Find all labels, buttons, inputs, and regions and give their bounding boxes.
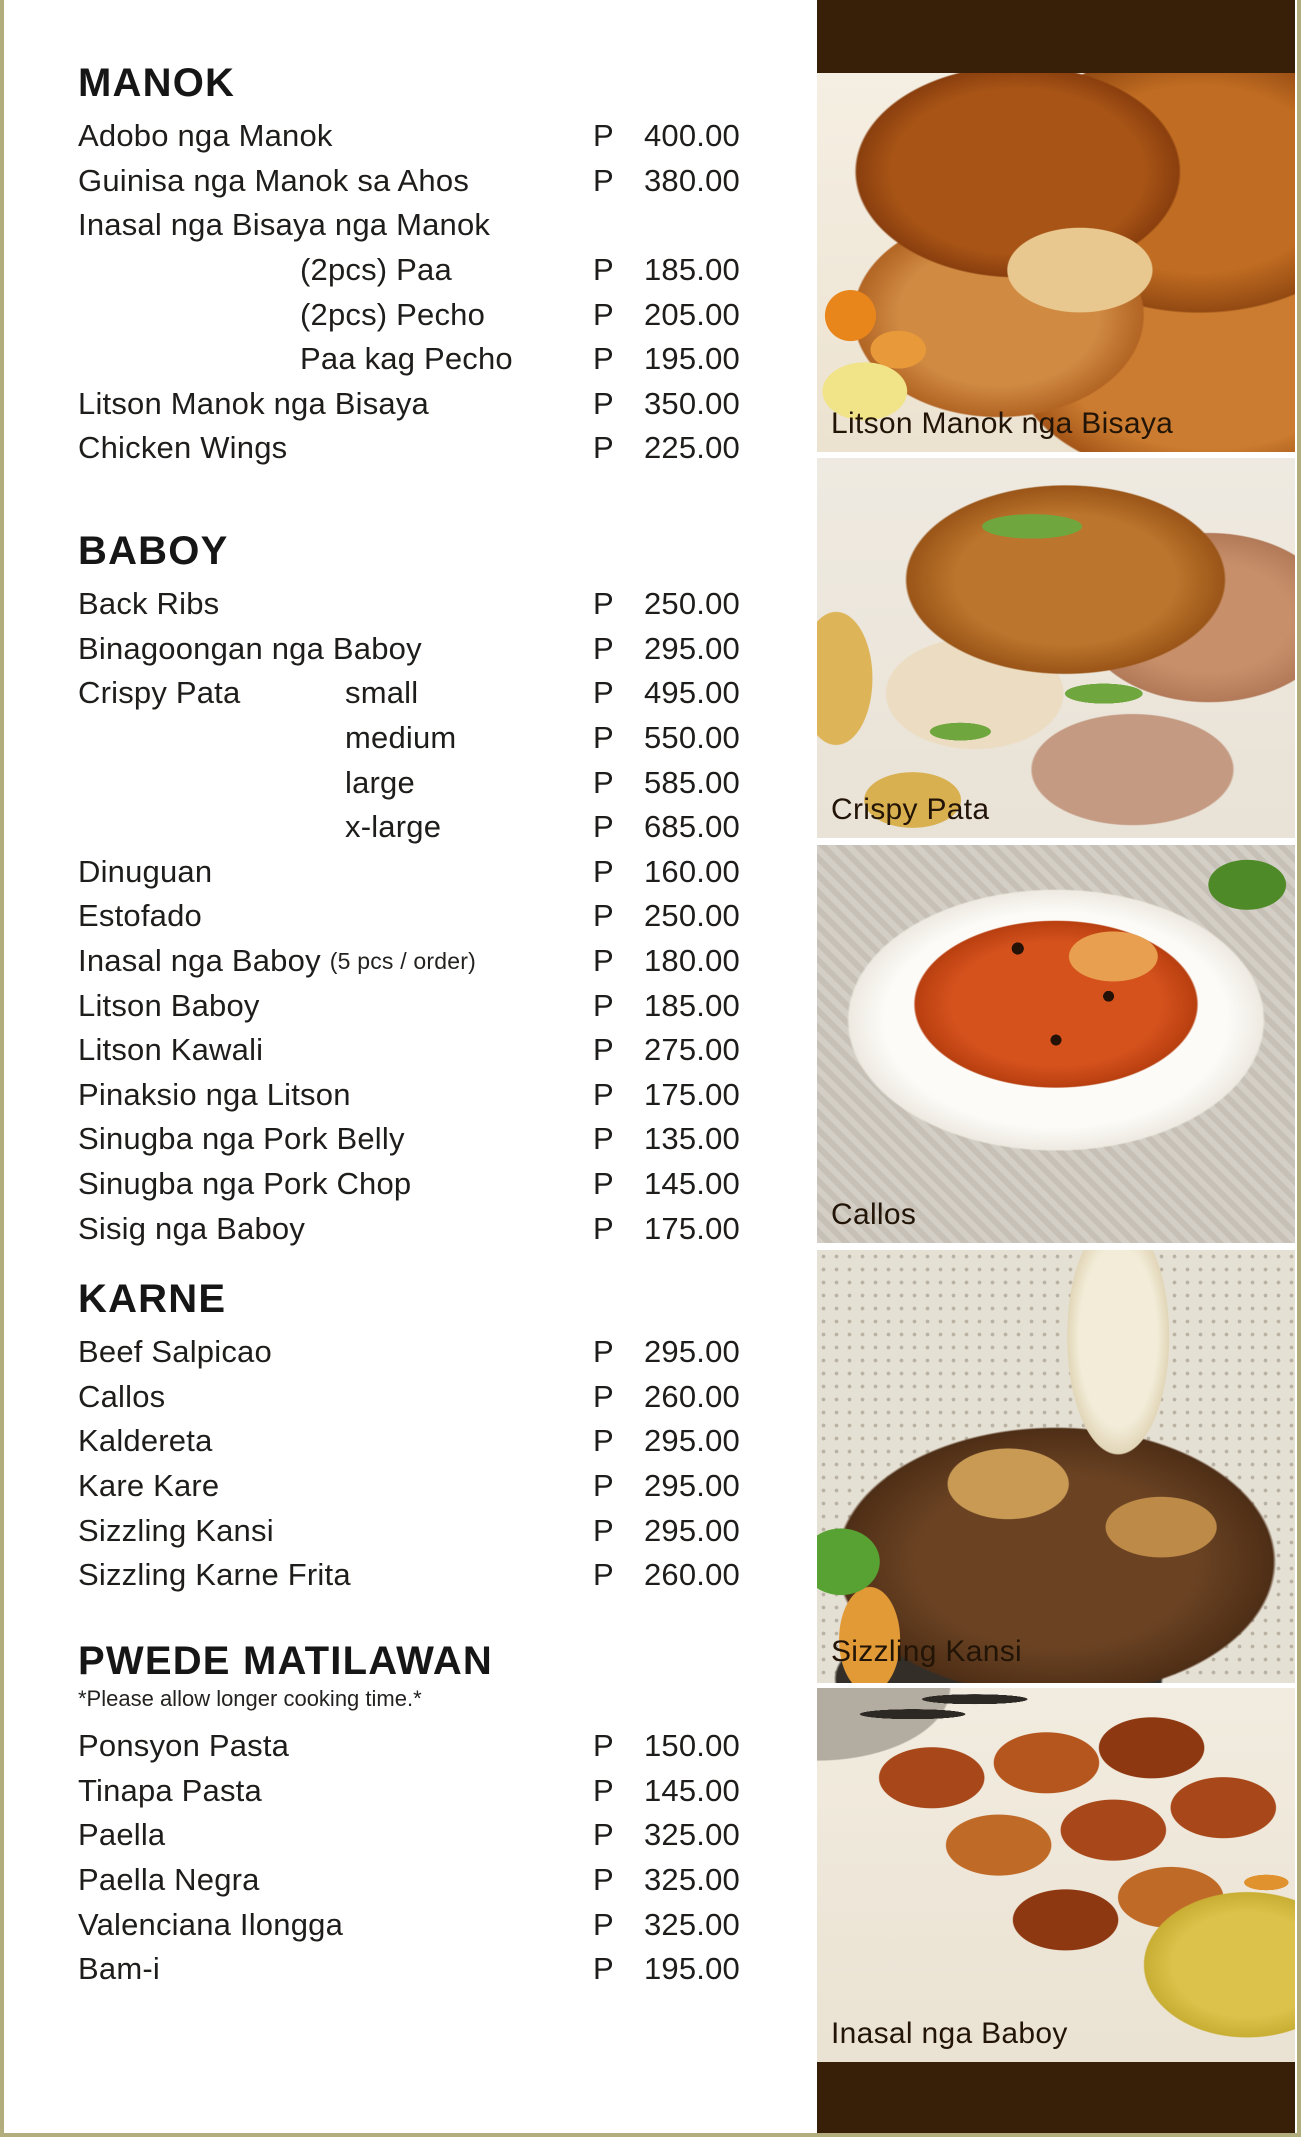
- footer-band: [817, 2062, 1295, 2133]
- currency-symbol: P: [593, 853, 614, 889]
- menu-row: [78, 1419, 740, 1464]
- price-amount: 195.00: [643, 341, 740, 377]
- currency-symbol: P: [593, 809, 614, 845]
- dish-price: [593, 943, 740, 979]
- dish-name: Chicken Wings: [78, 430, 288, 466]
- dish-name: Back Ribs: [78, 586, 220, 622]
- menu-row: [78, 1508, 740, 1553]
- price-amount: 135.00: [643, 1121, 740, 1157]
- price-amount: 495.00: [643, 675, 740, 711]
- price-amount: 400.00: [643, 118, 740, 154]
- section-title: PWEDE MATILAWAN: [78, 1639, 494, 1683]
- dish-name: Sisig nga Baboy: [78, 1210, 306, 1246]
- price-amount: 185.00: [643, 987, 740, 1023]
- dish-price: [593, 1907, 740, 1943]
- currency-symbol: P: [593, 1512, 614, 1548]
- dish-price: [593, 1862, 740, 1898]
- menu-column: [78, 0, 740, 2141]
- currency-symbol: P: [593, 1862, 614, 1898]
- menu-row: [78, 716, 740, 761]
- dish-size: x-large: [345, 809, 442, 845]
- dish-name: Beef Salpicao: [78, 1334, 272, 1370]
- currency-symbol: P: [593, 1906, 614, 1942]
- section-title: BABOY: [78, 529, 229, 573]
- dish-price: [593, 1817, 740, 1853]
- menu-row: [78, 1858, 740, 1903]
- dish-note: (5 pcs / order): [329, 947, 476, 974]
- price-amount: 325.00: [643, 1862, 740, 1898]
- dish-name: Sinugba nga Pork Belly: [78, 1121, 405, 1157]
- dish-price: [593, 1379, 740, 1415]
- callos-photo: [817, 845, 1295, 1243]
- price-amount: 250.00: [643, 586, 740, 622]
- dish-price: [593, 1166, 740, 1202]
- dish-price: [593, 341, 740, 377]
- dish-name: Litson Baboy: [78, 987, 260, 1023]
- dish-price: [593, 1728, 740, 1764]
- currency-symbol: P: [593, 630, 614, 666]
- dish-name: Bam-i: [78, 1951, 160, 1987]
- litson-manok-photo: [817, 73, 1295, 452]
- price-amount: 295.00: [643, 1423, 740, 1459]
- price-amount: 295.00: [643, 630, 740, 666]
- dish-price: [593, 163, 740, 199]
- page-border-right: [1297, 0, 1301, 2137]
- price-amount: 175.00: [643, 1076, 740, 1112]
- menu-row: [78, 292, 740, 337]
- price-amount: 195.00: [643, 1951, 740, 1987]
- dish-price: [593, 1951, 740, 1987]
- price-amount: 260.00: [643, 1378, 740, 1414]
- price-amount: 295.00: [643, 1468, 740, 1504]
- dish-name: Guinisa nga Manok sa Ahos: [78, 162, 470, 198]
- dish-price: [593, 586, 740, 622]
- dish-price: [593, 809, 740, 845]
- currency-symbol: P: [593, 1468, 614, 1504]
- menu-row: [78, 671, 740, 716]
- dish-name: Paella: [78, 1817, 166, 1853]
- price-amount: 145.00: [643, 1166, 740, 1202]
- dish-name: Pinaksio nga Litson: [78, 1076, 351, 1112]
- price-amount: 380.00: [643, 162, 740, 198]
- currency-symbol: P: [593, 430, 614, 466]
- photo-caption: Crispy Pata: [831, 793, 990, 826]
- crispy-pata-photo: [817, 458, 1295, 838]
- menu-section-karne: [78, 1276, 740, 1598]
- dish-price: [593, 988, 740, 1024]
- price-amount: 295.00: [643, 1512, 740, 1548]
- dish-name: Crispy Pata: [78, 675, 241, 711]
- menu-row: [78, 894, 740, 939]
- dish-name: Sizzling Kansi: [78, 1512, 274, 1548]
- menu-row: [78, 1028, 740, 1073]
- dish-name: Paella Negra: [78, 1862, 260, 1898]
- dish-name: Inasal nga Bisaya nga Manok: [78, 207, 491, 243]
- menu-row: [78, 382, 740, 427]
- price-amount: 275.00: [643, 1032, 740, 1068]
- currency-symbol: P: [593, 1817, 614, 1853]
- price-amount: 685.00: [643, 809, 740, 845]
- price-amount: 585.00: [643, 764, 740, 800]
- dish-size: large: [345, 764, 415, 800]
- menu-row: [78, 248, 740, 293]
- dish-price: [593, 1211, 740, 1247]
- dish-price: [593, 386, 740, 422]
- dish-price: [593, 1557, 740, 1593]
- dish-price: [593, 720, 740, 756]
- currency-symbol: P: [593, 118, 614, 154]
- dish-name: Litson Kawali: [78, 1032, 264, 1068]
- menu-row: [78, 760, 740, 805]
- dish-price: [593, 1121, 740, 1157]
- currency-symbol: P: [593, 162, 614, 198]
- header-band: [817, 0, 1295, 73]
- price-amount: 260.00: [643, 1557, 740, 1593]
- dish-size: small: [345, 675, 419, 711]
- dish-price: [593, 1773, 740, 1809]
- dish-price: [593, 854, 740, 890]
- currency-symbol: P: [593, 341, 614, 377]
- dish-price: [593, 1468, 740, 1504]
- currency-symbol: P: [593, 720, 614, 756]
- menu-section-baboy: [78, 528, 740, 1251]
- dish-name: Tinapa Pasta: [78, 1772, 262, 1808]
- menu-row: [78, 114, 740, 159]
- section-title: MANOK: [78, 61, 236, 105]
- menu-row: [78, 805, 740, 850]
- photo-caption: Litson Manok nga Bisaya: [831, 407, 1174, 440]
- currency-symbol: P: [593, 1557, 614, 1593]
- price-amount: 325.00: [643, 1906, 740, 1942]
- dish-price: [593, 118, 740, 154]
- menu-row: [78, 337, 740, 382]
- menu-row: [78, 1330, 740, 1375]
- currency-symbol: P: [593, 296, 614, 332]
- currency-symbol: P: [593, 898, 614, 934]
- price-amount: 325.00: [643, 1817, 740, 1853]
- photo-caption: Inasal nga Baboy: [831, 2017, 1068, 2050]
- page-border-left: [0, 0, 4, 2137]
- dish-price: [593, 631, 740, 667]
- menu-row: [78, 1724, 740, 1769]
- dish-price: [593, 430, 740, 466]
- price-amount: 225.00: [643, 430, 740, 466]
- menu-row: [78, 850, 740, 895]
- dish-price: [593, 297, 740, 333]
- dish-name: Binagoongan nga Baboy: [78, 630, 422, 666]
- menu-row: [78, 1769, 740, 1814]
- section-rows: [78, 1330, 740, 1598]
- photo-caption: Callos: [831, 1198, 917, 1231]
- section-note: *Please allow longer cooking time.*: [78, 1686, 422, 1711]
- currency-symbol: P: [593, 1166, 614, 1202]
- section-rows: [78, 582, 740, 1251]
- menu-row: [78, 1117, 740, 1162]
- currency-symbol: P: [593, 1121, 614, 1157]
- menu-section-pwede-matilawan: [78, 1638, 740, 1992]
- currency-symbol: P: [593, 1076, 614, 1112]
- dish-price: [593, 1334, 740, 1370]
- dish-name: Sinugba nga Pork Chop: [78, 1166, 412, 1202]
- dish-name: Valenciana Ilongga: [78, 1906, 344, 1942]
- price-amount: 185.00: [643, 252, 740, 288]
- currency-symbol: P: [593, 1334, 614, 1370]
- menu-row: [78, 1813, 740, 1858]
- menu-row: [78, 159, 740, 204]
- dish-price: [593, 1032, 740, 1068]
- section-rows: [78, 114, 740, 471]
- menu-row: [78, 939, 740, 984]
- dish-name: Dinuguan: [78, 853, 213, 889]
- currency-symbol: P: [593, 1210, 614, 1246]
- price-amount: 175.00: [643, 1210, 740, 1246]
- price-amount: 350.00: [643, 385, 740, 421]
- dish-price: [593, 1513, 740, 1549]
- dish-price: [593, 1077, 740, 1113]
- dish-name: Ponsyon Pasta: [78, 1728, 290, 1764]
- dish-price: [593, 898, 740, 934]
- price-amount: 295.00: [643, 1334, 740, 1370]
- photo-column: [817, 0, 1295, 2141]
- menu-row: [78, 582, 740, 627]
- dish-name: Kare Kare: [78, 1468, 220, 1504]
- dish-name: Inasal nga Baboy: [78, 943, 321, 979]
- currency-symbol: P: [593, 1423, 614, 1459]
- dish-price: [593, 252, 740, 288]
- currency-symbol: P: [593, 987, 614, 1023]
- dish-name: Estofado: [78, 898, 202, 934]
- menu-row: [78, 203, 740, 248]
- menu-row: [78, 1464, 740, 1509]
- menu-section-manok: [78, 60, 740, 471]
- price-amount: 145.00: [643, 1772, 740, 1808]
- currency-symbol: P: [593, 586, 614, 622]
- price-amount: 180.00: [643, 943, 740, 979]
- section-title: KARNE: [78, 1277, 227, 1321]
- price-amount: 205.00: [643, 296, 740, 332]
- dish-size: medium: [345, 720, 457, 756]
- dish-name: (2pcs) Paa: [300, 252, 452, 288]
- menu-row: [78, 426, 740, 471]
- dish-name: (2pcs) Pecho: [300, 296, 486, 332]
- dish-name: Adobo nga Manok: [78, 118, 333, 154]
- menu-row: [78, 1902, 740, 1947]
- dish-name: Callos: [78, 1378, 166, 1414]
- section-rows: [78, 1724, 740, 1992]
- menu-row: [78, 1375, 740, 1420]
- price-amount: 160.00: [643, 853, 740, 889]
- sizzling-kansi-photo: [817, 1250, 1295, 1683]
- currency-symbol: P: [593, 385, 614, 421]
- menu-row: [78, 1553, 740, 1598]
- dish-name: Kaldereta: [78, 1423, 213, 1459]
- inasal-nga-baboy-photo: [817, 1688, 1295, 2062]
- photo-caption: Sizzling Kansi: [831, 1635, 1022, 1668]
- price-amount: 550.00: [643, 720, 740, 756]
- price-amount: 250.00: [643, 898, 740, 934]
- menu-row: [78, 1073, 740, 1118]
- currency-symbol: P: [593, 1378, 614, 1414]
- menu-row: [78, 1947, 740, 1992]
- dish-name: Paa kag Pecho: [300, 341, 513, 377]
- currency-symbol: P: [593, 943, 614, 979]
- currency-symbol: P: [593, 252, 614, 288]
- dish-price: [593, 675, 740, 711]
- menu-row: [78, 627, 740, 672]
- price-amount: 150.00: [643, 1728, 740, 1764]
- currency-symbol: P: [593, 1032, 614, 1068]
- currency-symbol: P: [593, 1772, 614, 1808]
- currency-symbol: P: [593, 1728, 614, 1764]
- currency-symbol: P: [593, 675, 614, 711]
- currency-symbol: P: [593, 764, 614, 800]
- menu-row: [78, 1162, 740, 1207]
- dish-price: [593, 1423, 740, 1459]
- dish-name: Litson Manok nga Bisaya: [78, 385, 429, 421]
- menu-row: [78, 983, 740, 1028]
- dish-price: [593, 765, 740, 801]
- menu-row: [78, 1206, 740, 1251]
- dish-name: Sizzling Karne Frita: [78, 1557, 351, 1593]
- currency-symbol: P: [593, 1951, 614, 1987]
